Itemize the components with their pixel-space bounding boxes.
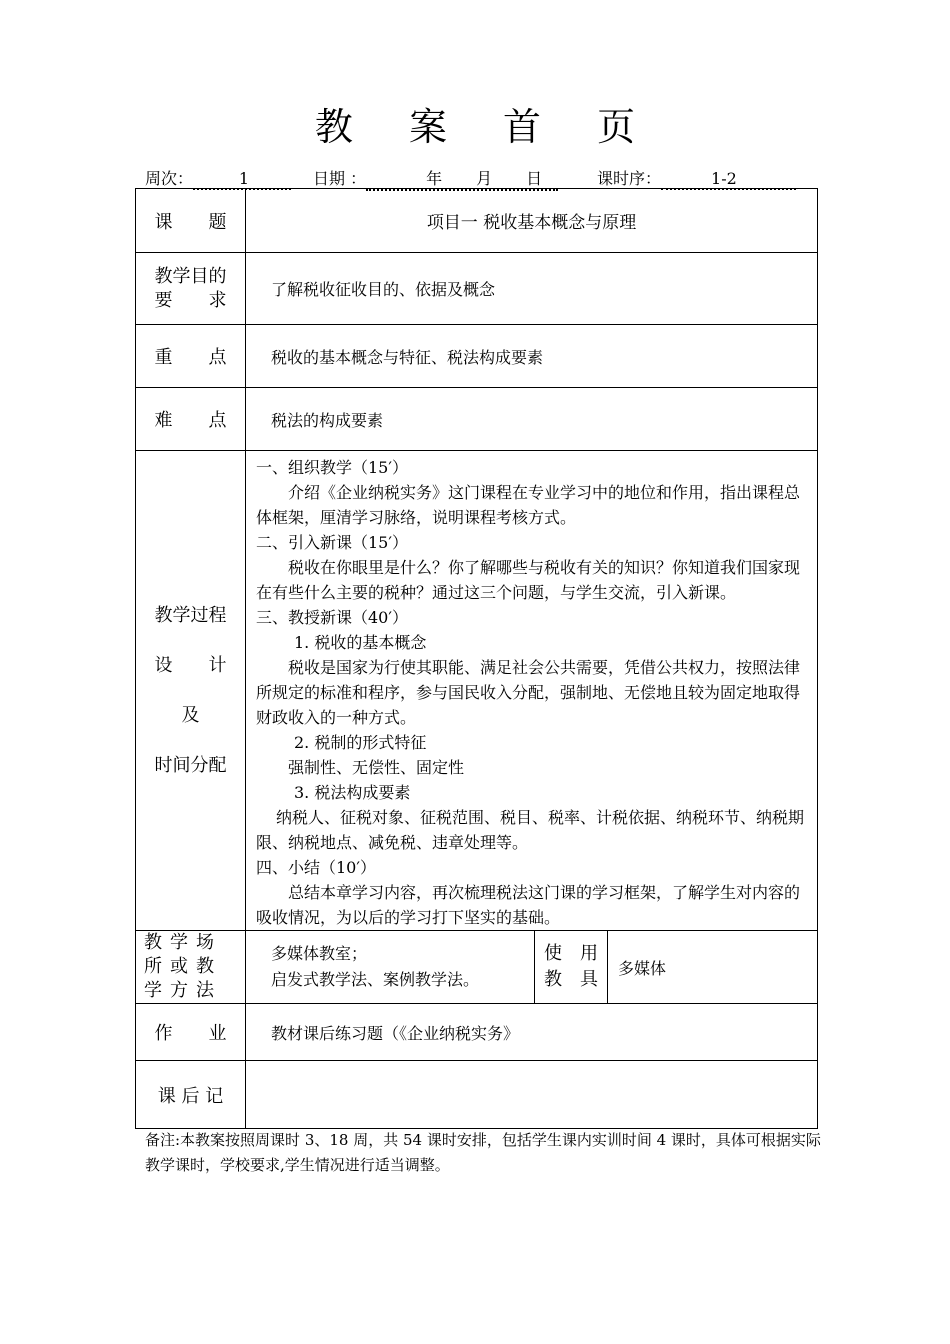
process-heading-4: 四、小结（10′） xyxy=(256,858,376,877)
reflection-row xyxy=(136,1061,818,1129)
process-text-4: 强制性、无偿性、固定性 xyxy=(288,758,465,777)
key-value: 税收的基本概念与特征、税法构成要素 xyxy=(246,325,818,388)
key-label: 重 点 xyxy=(136,325,246,388)
process-content xyxy=(246,451,818,931)
week-value: 1 xyxy=(193,169,291,190)
process-text-6: 总结本章学习内容，再次梳理税法这门课的学习框架，了解学生对内容的吸收情况，为以后的学习打下坚实的基础。 xyxy=(256,883,801,927)
process-text-2: 税收在你眼里是什么？你了解哪些与税收有关的知识？你知道我们国家现在有些什么主要的税种？通过这三个问题，与学生交流，引入新课。 xyxy=(256,558,801,602)
goal-row xyxy=(136,253,818,325)
week-field xyxy=(145,166,291,190)
reflection-value xyxy=(246,1061,818,1129)
process-text-5: 纳税人、征税对象、征税范围、税目、税率、计税依据、纳税环节、纳税期限、纳税地点、减免税、违章处理等。 xyxy=(256,808,805,852)
topic-value: 项目一 税收基本概念与原理 xyxy=(246,189,818,253)
process-row xyxy=(136,451,818,931)
homework-value: 教材课后练习题（《企业纳税实务》 xyxy=(246,1004,818,1061)
goal-value: 了解税收征收目的、依据及概念 xyxy=(246,253,818,325)
process-sub-1: 1. 税收的基本概念 xyxy=(294,633,427,652)
process-text-3: 税收是国家为行使其职能、满足社会公共需要，凭借公共权力，按照法律所规定的标准和程序，参与国民收入分配，强制地、无偿地且较为固定地取得财政收入的一种方式。 xyxy=(256,658,801,727)
goal-label: 教学目的 要 求 xyxy=(136,253,246,325)
process-heading-1: 一、组织教学（15′） xyxy=(256,458,408,477)
process-heading-3: 三、教授新课（40′） xyxy=(256,608,408,627)
key-row xyxy=(136,325,818,388)
lesson-plan-table xyxy=(135,188,818,1129)
process-sub-2: 2. 税制的形式特征 xyxy=(294,733,427,752)
period-label: 课时序： xyxy=(597,169,662,188)
process-text-1: 介绍《企业纳税实务》这门课程在专业学习中的地位和作用，指出课程总体框架，厘清学习脉络，说明课程考核方式。 xyxy=(256,483,801,527)
method-label: 教学场所或教学方法 xyxy=(136,931,246,1004)
footnote: 备注:本教案按照周课时 3、18 周，共 54 课时安排，包括学生课内实训时间 4 课时，具体可根据实际教学课时，学校要求,学生情况进行适当调整。 xyxy=(145,1131,821,1174)
date-value: 年 月 日 xyxy=(366,166,558,191)
homework-label: 作 业 xyxy=(136,1004,246,1061)
period-value: 1-2 xyxy=(661,169,796,190)
process-sub-3: 3. 税法构成要素 xyxy=(294,783,411,802)
process-label: 教学过程 设 计 及 时间分配 xyxy=(136,451,246,931)
difficulty-row xyxy=(136,388,818,451)
date-label: 日期 ： xyxy=(313,169,367,188)
topic-row xyxy=(136,189,818,253)
week-label: 周次： xyxy=(145,169,194,188)
homework-row xyxy=(136,1004,818,1061)
topic-label: 课 题 xyxy=(136,189,246,253)
method-value: 多媒体教室； 启发式教学法、案例教学法。 xyxy=(246,931,535,1004)
tool-value: 多媒体 xyxy=(608,931,818,1004)
difficulty-value: 税法的构成要素 xyxy=(246,388,818,451)
method-row xyxy=(136,931,818,1004)
reflection-label: 课 后 记 xyxy=(136,1061,246,1129)
process-heading-2: 二、引入新课（15′） xyxy=(256,533,408,552)
difficulty-label: 难 点 xyxy=(136,388,246,451)
period-field xyxy=(597,166,796,190)
tool-label: 使 用 教 具 xyxy=(535,931,608,1004)
page-title: 教 案 首 页 xyxy=(314,105,658,149)
